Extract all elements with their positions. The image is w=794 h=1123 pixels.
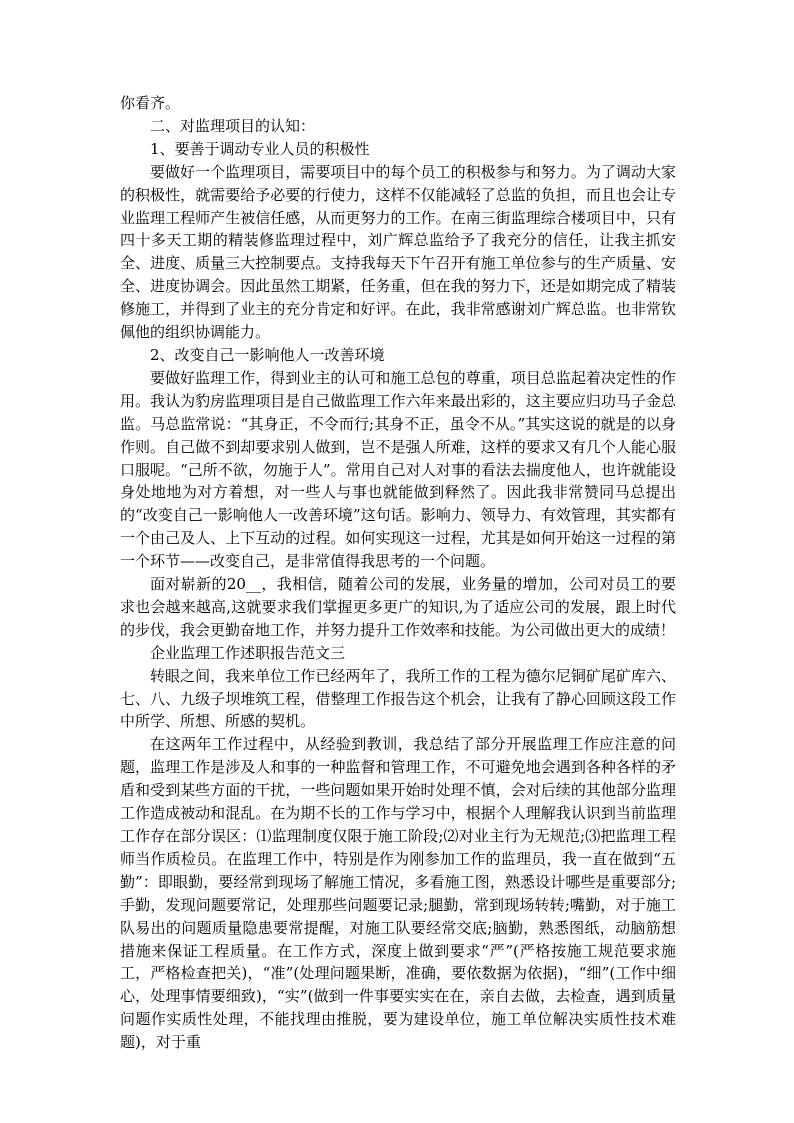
- body-paragraph: 面对崭新的20__，我相信，随着公司的发展，业务量的增加，公司对员工的要求也会越来越高,这就要求我们掌握更多更广的知识,为了适应公司的发展，跟上时代的步伐，我会更勤奋地工作，并努力提升工作效率和技能。为公司做出更大的成绩！: [120, 575, 676, 639]
- body-paragraph: 转眼之间，我来单位工作已经两年了，我所工作的工程为德尔尼铜矿尾矿库六、七、八、九级子坝堆筑工程，借整理工作报告这个机会，让我有了静心回顾这段工作中所学、所想、所感的契机。: [120, 666, 676, 731]
- article-title: 企业监理工作述职报告范文三: [150, 643, 346, 662]
- body-paragraph: 在这两年工作过程中，从经验到教训，我总结了部分开展监理工作应注意的问题，监理工作是涉及人和事的一种监督和管理工作，不可避免地会遇到各种各样的矛盾和受到某些方面的干扰，一些问题如果开始时处理不慎，会对后续的其他部分监理工作造成被动和混乱。在为期不长的工作与学习中，根据个人理解我认识到当前监理工作存在部分误区：⑴监理制度仅限于施工阶段;⑵对业主行为无规范;⑶把监理工程师当作质检员。在监理工作中，特别是作为刚参加工作的监理员，我一直在做到“五勤”：即眼勤，要经常到现场了解施工情况，多看施工图，熟悉设计哪些是重要部分;手勤，发现问题要常记，处理那些问题要记录;腿勤，常到现场转转;嘴勤，对于施工队易出的问题质量隐患要常提醒，对施工队要经常交底;脑勤，熟悉图纸，动脑筋想措施来保证工程质量。在工作方式，深度上做到要求“严”(严格按施工规范要求施工，严格检查把关)，“准”(处理问题果断，准确，要依数据为依据)，“细”(工作中细心，处理事情要细致)，“实”(做到一件事要实实在在，亲自去做，去检查，遇到质量问题作实质性处理，不能找理由推脱，要为建设单位，施工单位解决实质性技术难题)，对于重: [120, 735, 676, 1052]
- paragraph-fragment: 你看齐。: [120, 94, 181, 112]
- body-paragraph: 要做好一个监理项目，需要项目中的每个员工的积极参与和努力。为了调动大家的积极性，就需要给予必要的行使力，这样不仅能减轻了总监的负担，而且也会让专业监理工程师产生被信任感，从而更努力的工作。在南三街监理综合楼项目中，只有四十多天工期的精装修监理过程中，刘广辉总监给予了我充分的信任，让我主抓安全、进度、质量三大控制要点。支持我每天下午召开有施工单位参与的生产质量、安全、进度协调会。因此虽然工期紧，任务重，但在我的努力下，还是如期完成了精装修施工，并得到了业主的充分肯定和好评。在此，我非常感谢刘广辉总监。也非常钦佩他的组织协调能力。: [120, 162, 676, 342]
- subsection-heading: 1、要善于调动专业人员的积极性: [150, 139, 370, 158]
- subsection-heading: 2、改变自己一影响他人一改善环境: [150, 345, 385, 364]
- section-heading: 二、对监理项目的认知：: [150, 116, 316, 135]
- body-paragraph: 要做好监理工作，得到业主的认可和施工总包的尊重，项目总监起着决定性的作用。我认为豹房监理项目是自己做监理工作六年来最出彩的，这主要应归功马子金总监。马总监常说：“其身正，不令而行;其身不正，虽令不从。”其实这说的就是的以身作则。自己做不到却要求别人做到，岂不是强人所难，这样的要求又有几个人能心服口服呢。“己所不欲，勿施于人”。常用自己对人对事的看法去揣度他人，也许就能设身处地地为对方着想，对一些人与事也就能做到释然了。因此我非常赞同马总提出的“改变自己一影响他人一改善环境”这句话。影响力、领导力、有效管理，其实都有一个由己及人、上下互动的过程。如何实现这一过程，尤其是如何开始这一过程的第一个环节——改变自己，是非常值得我思考的一个问题。: [120, 368, 676, 571]
- document-page: [120, 92, 676, 1054]
